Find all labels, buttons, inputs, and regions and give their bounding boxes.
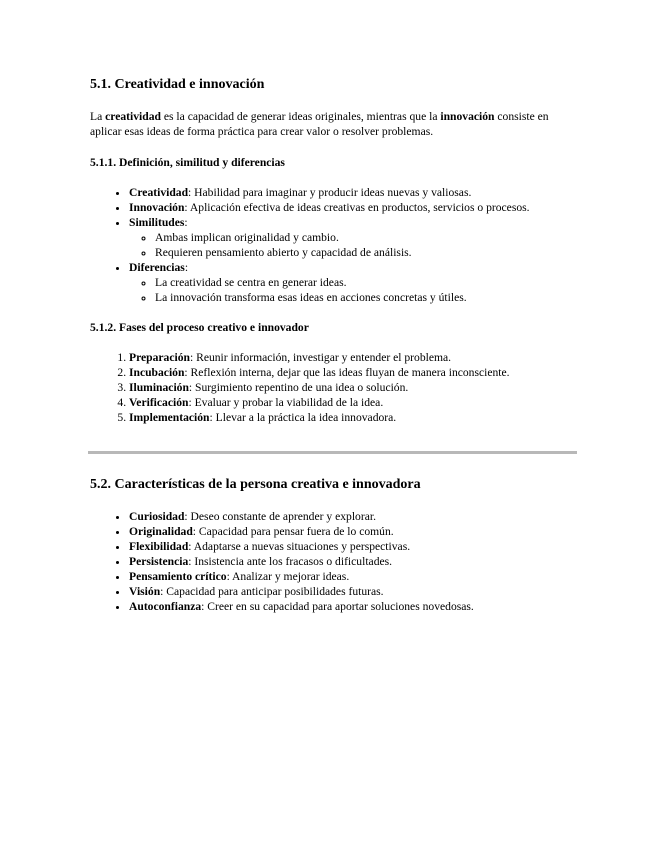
term: Diferencias [129,261,185,274]
intro-term-creatividad: creatividad [105,110,161,123]
term-description: : Adaptarse a nuevas situaciones y perspectivas. [188,540,411,553]
term: Verificación [129,396,189,409]
intro-term-innovacion: innovación [440,110,495,123]
term: Originalidad [129,525,193,538]
section-5-2-heading: 5.2. Características de la persona creativa e innovadora [90,477,421,492]
sublist-item: ◦ La innovación transforma esas ideas en acciones concretas y útiles. [155,290,575,305]
list-item-similitudes [129,215,575,260]
term: Curiosidad [129,510,185,523]
term: Pensamiento crítico [129,570,227,583]
intro-paragraph [90,109,575,139]
characteristic-item [129,524,575,539]
term-description: : Deseo constante de aprender y explorar. [184,510,376,523]
term: Preparación [129,351,190,364]
term-description: : Surgimiento repentino de una idea o solución. [188,381,409,394]
term: Creatividad [129,186,189,199]
term: Innovación [129,201,185,214]
characteristic-item [129,569,575,584]
list-item-creatividad [129,185,575,200]
term-description: : Capacidad para pensar fuera de lo común. [192,525,394,538]
phase-item [129,380,575,395]
phase-item [129,365,575,380]
term: Visión [129,585,161,598]
sublist-item: ◦ La creatividad se centra en generar ideas. [155,275,575,290]
characteristic-item [129,554,575,569]
term-description: : Llevar a la práctica la idea innovadora. [209,411,397,424]
term: Persistencia [129,555,189,568]
section-divider [88,451,577,454]
term-description: : Evaluar y probar la viabilidad de la idea. [188,396,384,409]
term: Implementación [129,411,210,424]
diferencias-sublist [129,275,575,305]
term-description: : Reunir información, investigar y entender el problema. [189,351,452,364]
section-5-1-heading: 5.1. Creatividad e innovación [90,77,265,92]
term: Flexibilidad [129,540,189,553]
similitudes-sublist [129,230,575,260]
phase-item [129,410,575,425]
term: Iluminación [129,381,189,394]
term: Incubación [129,366,185,379]
characteristic-item [129,599,575,614]
term-description: : [184,216,188,229]
characteristic-item [129,584,575,599]
sublist-item: ◦ Requieren pensamiento abierto y capacidad de análisis. [155,245,575,260]
intro-text-2: es la capacidad de generar ideas originales, mientras que la [160,110,441,123]
intro-text-1: La [90,110,106,123]
characteristic-item [129,509,575,524]
characteristics-list [90,509,575,614]
term-description: : Capacidad para anticipar posibilidades futuras. [160,585,384,598]
list-item-diferencias [129,260,575,305]
term-description: : Habilidad para imaginar y producir ideas nuevas y valiosas. [188,186,472,199]
section-5-1-1-heading: 5.1.1. Definición, similitud y diferencias [90,156,285,169]
characteristic-item [129,539,575,554]
definitions-list [90,185,575,305]
list-item-innovacion [129,200,575,215]
section-5-1-2-heading: 5.1.2. Fases del proceso creativo e innovador [90,321,309,334]
term-description: : Insistencia ante los fracasos o dificultades. [188,555,393,568]
term: Similitudes [129,216,185,229]
phase-item [129,395,575,410]
intro-text-3: consiste en aplicar esas ideas de forma práctica para crear valor o resolver problemas. [90,110,549,138]
term-description: : Aplicación efectiva de ideas creativas en productos, servicios o procesos. [184,201,530,214]
term: Autoconfianza [129,600,202,613]
term-description: : Analizar y mejorar ideas. [226,570,350,583]
term-description: : Creer en su capacidad para aportar soluciones novedosas. [201,600,474,613]
phase-item [129,350,575,365]
sublist-item: ◦ Ambas implican originalidad y cambio. [155,230,575,245]
term-description: : [184,261,189,274]
term-description: : Reflexión interna, dejar que las ideas fluyan de manera inconsciente. [184,366,510,379]
phases-list [90,350,575,425]
